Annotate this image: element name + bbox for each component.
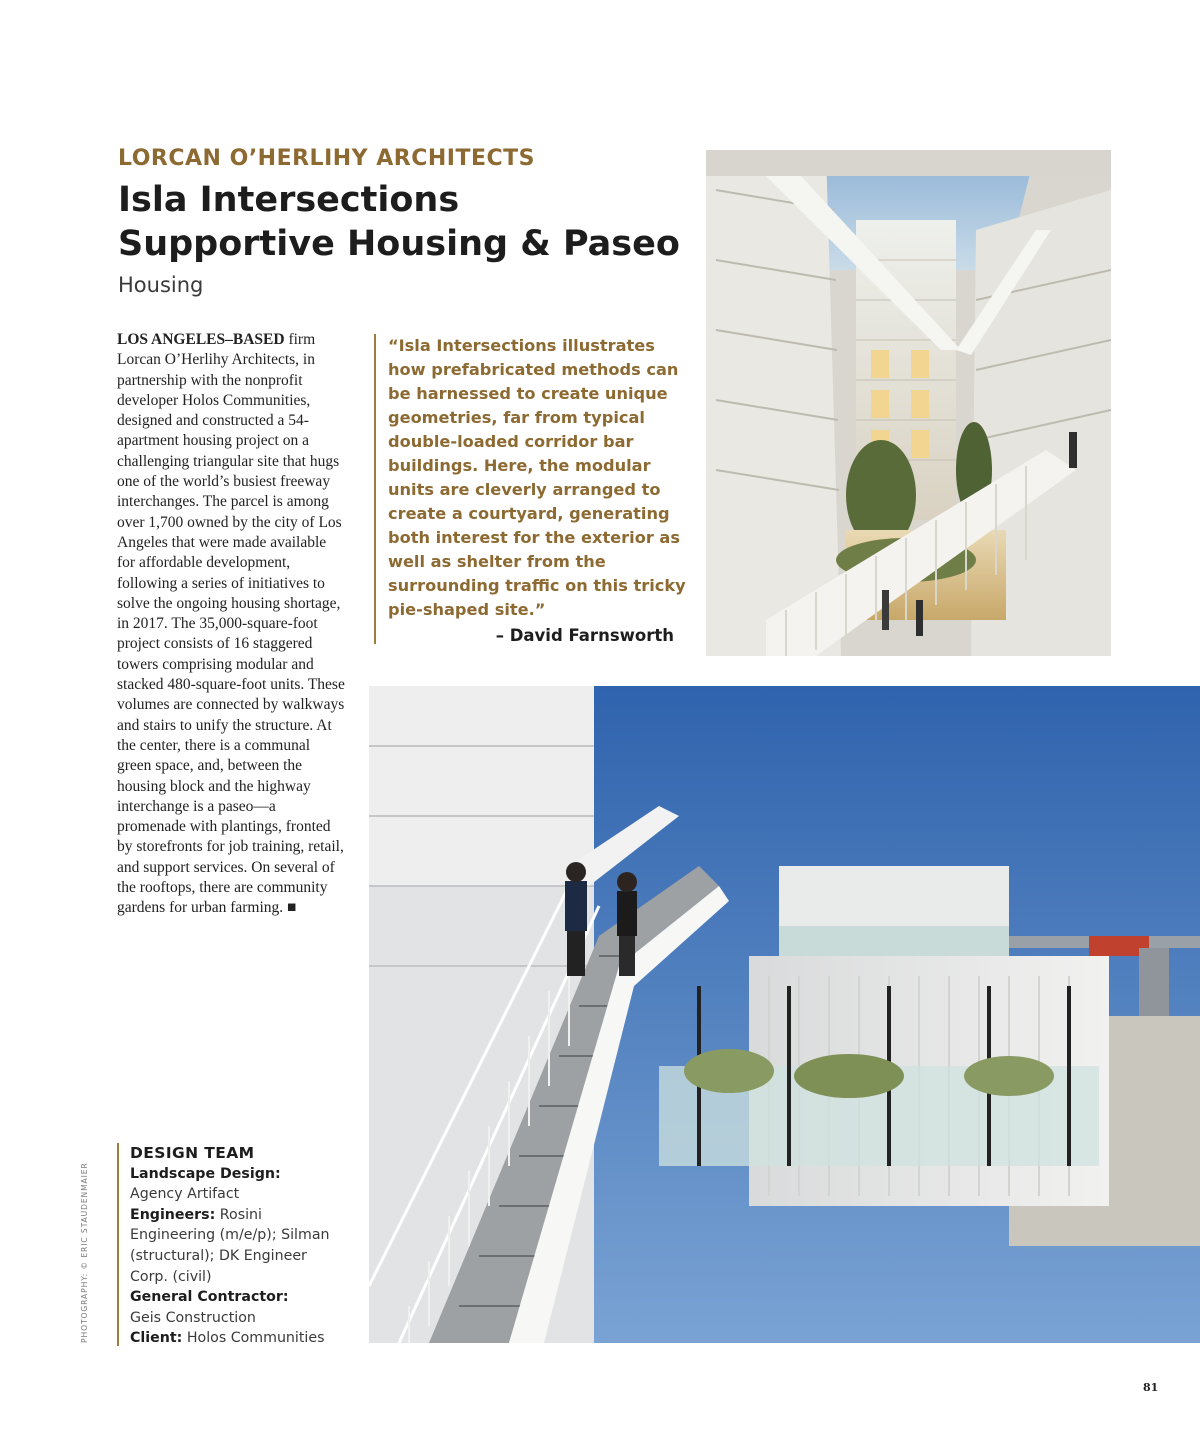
- team-entry-client: [130, 1328, 347, 1349]
- team-role: Engineers:: [130, 1206, 216, 1223]
- title-line-1: Isla Intersections: [118, 180, 460, 220]
- team-entry-engineers: [130, 1205, 347, 1287]
- design-team-heading: DESIGN TEAM: [130, 1144, 255, 1162]
- pull-quote-block: [374, 334, 686, 644]
- team-entry-contractor: [130, 1287, 347, 1328]
- body-rest: firm Lorcan O’Herlihy Architects, in partnership with the nonprofit developer Holos Communities, designed and constructed a 54-apartment housing project on a challenging triangular site that hugs one of the world’s busiest freeway interchanges. The parcel is among over 1,700 owned by the city of Los Angeles that were made available for affordable development, following a series of initiatives to solve the ongoing housing shortage, in 2017. The 35,000-square-foot project consists of 16 staggered towers comprising modular and stacked 480-square-foot units. These volumes are connected by walkways and stairs to unify the structure. At the center, there is a communal green space, and, between the housing block and the highway interchange is a paseo—a promenade with plantings, fronted by storefronts for job training, retail, and support services. On several of the rooftops, there are community gardens for urban farming. ■: [117, 331, 345, 917]
- team-role: Landscape Design:: [130, 1165, 281, 1182]
- page-number: 81: [1143, 1381, 1159, 1394]
- photo-credit: PHOTOGRAPHY: © ERIC STAUDENMAIER: [80, 1162, 89, 1343]
- article-body: [117, 330, 345, 919]
- team-value: Agency Artifact: [130, 1186, 240, 1203]
- pull-quote-attribution: – David Farnsworth: [495, 626, 674, 645]
- body-lead: LOS ANGELES–BASED: [117, 331, 285, 348]
- pull-quote-text: “Isla Intersections illustrates how prefabricated methods can be harnessed to create unique geometries, far from typical double-loaded corridor bar buildings. Here, the modular units are cleverly arranged to create a courtyard, generating both interest for the exterior as well as shelter from the surrounding traffic on this tricky pie-shaped site.”: [388, 336, 686, 619]
- title-line-2: Supportive Housing & Paseo: [118, 224, 680, 264]
- article-title: [118, 178, 698, 266]
- team-value: Holos Communities: [186, 1330, 325, 1347]
- team-role: Client:: [130, 1330, 183, 1347]
- team-value: Rosini Engineering (m/e/p); Silman (structural); DK Engineer Corp. (civil): [130, 1206, 330, 1285]
- category-label: Housing: [118, 273, 204, 297]
- team-entry-landscape: [130, 1164, 347, 1205]
- courtyard-photo: [706, 150, 1111, 656]
- stairs-rooftop-photo: [369, 686, 1200, 1343]
- firm-name: LORCAN O’HERLIHY ARCHITECTS: [118, 146, 536, 171]
- team-role: General Contractor:: [130, 1289, 289, 1306]
- design-team-credits: [117, 1143, 347, 1346]
- team-value: Geis Construction: [130, 1309, 256, 1326]
